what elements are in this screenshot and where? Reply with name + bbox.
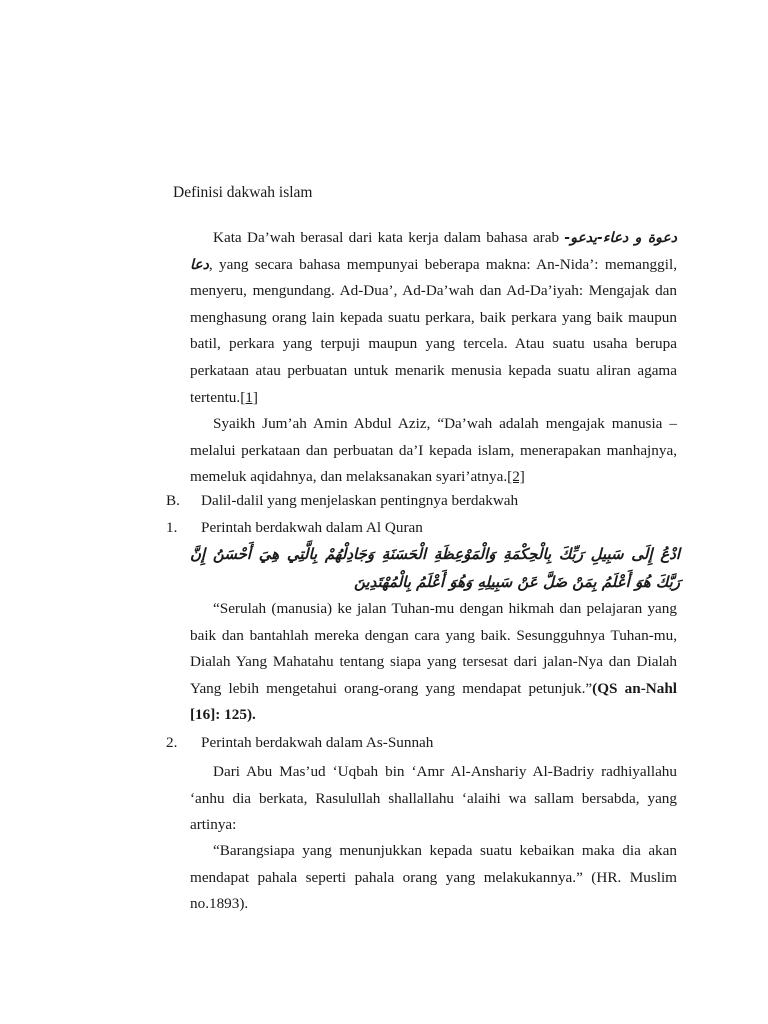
section-heading: Definisi dakwah islam [173, 184, 313, 201]
arabic-root-words: دعوة و دعاء-يدعو-دعا [190, 230, 677, 273]
section-b-marker: B. [166, 492, 180, 509]
list-item-1-marker: 1. [166, 519, 178, 536]
hadith-intro: Dari Abu Mas’ud ‘Uqbah bin ‘Amr Al-Anshariy Al-Badriy radhiyallahu ‘anhu dia berkata, Rasulullah shallallahu ‘alaihi wa sallam bersabda, yang artinya: [190, 763, 677, 834]
hadith-text: “Barangsiapa yang menunjukkan kepada suatu kebaikan maka dia akan mendapat pahala seperti pahala orang yang melakukannya.” (HR. Muslim no.1893). [190, 842, 677, 913]
definition-text-rest: , yang secara bahasa mempunyai beberapa makna: An-Nida’: memanggil, menyeru, mengundang. Ad-Dua’, Ad-Da’wah dan Ad-Da’iyah: Mengajak dan menghasung orang lain kepada suatu perkara, baik perkara yang baik maupun batil, perkara yang terpuji maupun yang tercela. Atau suatu usaha berupa perkataan atau perbuatan untuk menarik menusia kepada suatu aliran agama tertentu. [190, 255, 677, 406]
list-item-2-marker: 2. [166, 734, 178, 751]
quran-citation: (QS an-Nahl [16]: 125). [190, 679, 677, 724]
quran-verse-arabic: ادْعُ إِلَى سَبِيلِ رَبِّكَ بِالْحِكْمَةِ وَالْمَوْعِظَةِ الْحَسَنَةِ وَجَادِلْهُمْ بِالَّتِي هِيَ أَحْسَنُ إِنَّ رَبَّكَ هُوَ أَعْلَمُ بِمَنْ ضَلَّ عَنْ سَبِيلِهِ وَهُوَ أَعْلَمُ بِالْمُهْتَدِينَ [190, 545, 680, 591]
definition-text: Kata Da’wah berasal dari kata kerja dalam bahasa arab [213, 229, 560, 246]
quote-text: Syaikh Jum’ah Amin Abdul Aziz, “Da’wah adalah mengajak manusia – melalui perkataan dan perbuatan da’I kepada islam, menerapakan manhajnya, memeluk aqidahnya, dan melaksanakan syari’atnya. [190, 415, 677, 486]
quran-translation [190, 596, 677, 729]
footnote-ref-1[interactable]: [1] [240, 388, 258, 406]
definition-paragraph [190, 225, 677, 411]
section-b-title: Dalil-dalil yang menjelaskan pentingnya berdakwah [201, 492, 519, 509]
quran-translation-text: “Serulah (manusia) ke jalan Tuhan-mu dengan hikmah dan pelajaran yang baik dan bantahlah mereka dengan cara yang baik. Sesungguhnya Tuhan-mu, Dialah Yang Mahatahu tentang siapa yang tersesat dari jalan-Nya dan Dialah Yang lebih mengetahui orang-orang yang mendapat petunjuk.” [190, 600, 677, 697]
list-item-1-title: Perintah berdakwah dalam Al Quran [201, 519, 423, 536]
footnote-ref-2[interactable]: [2] [507, 468, 525, 486]
list-item-2-title: Perintah berdakwah dalam As-Sunnah [201, 734, 434, 751]
quote-paragraph [190, 411, 677, 491]
